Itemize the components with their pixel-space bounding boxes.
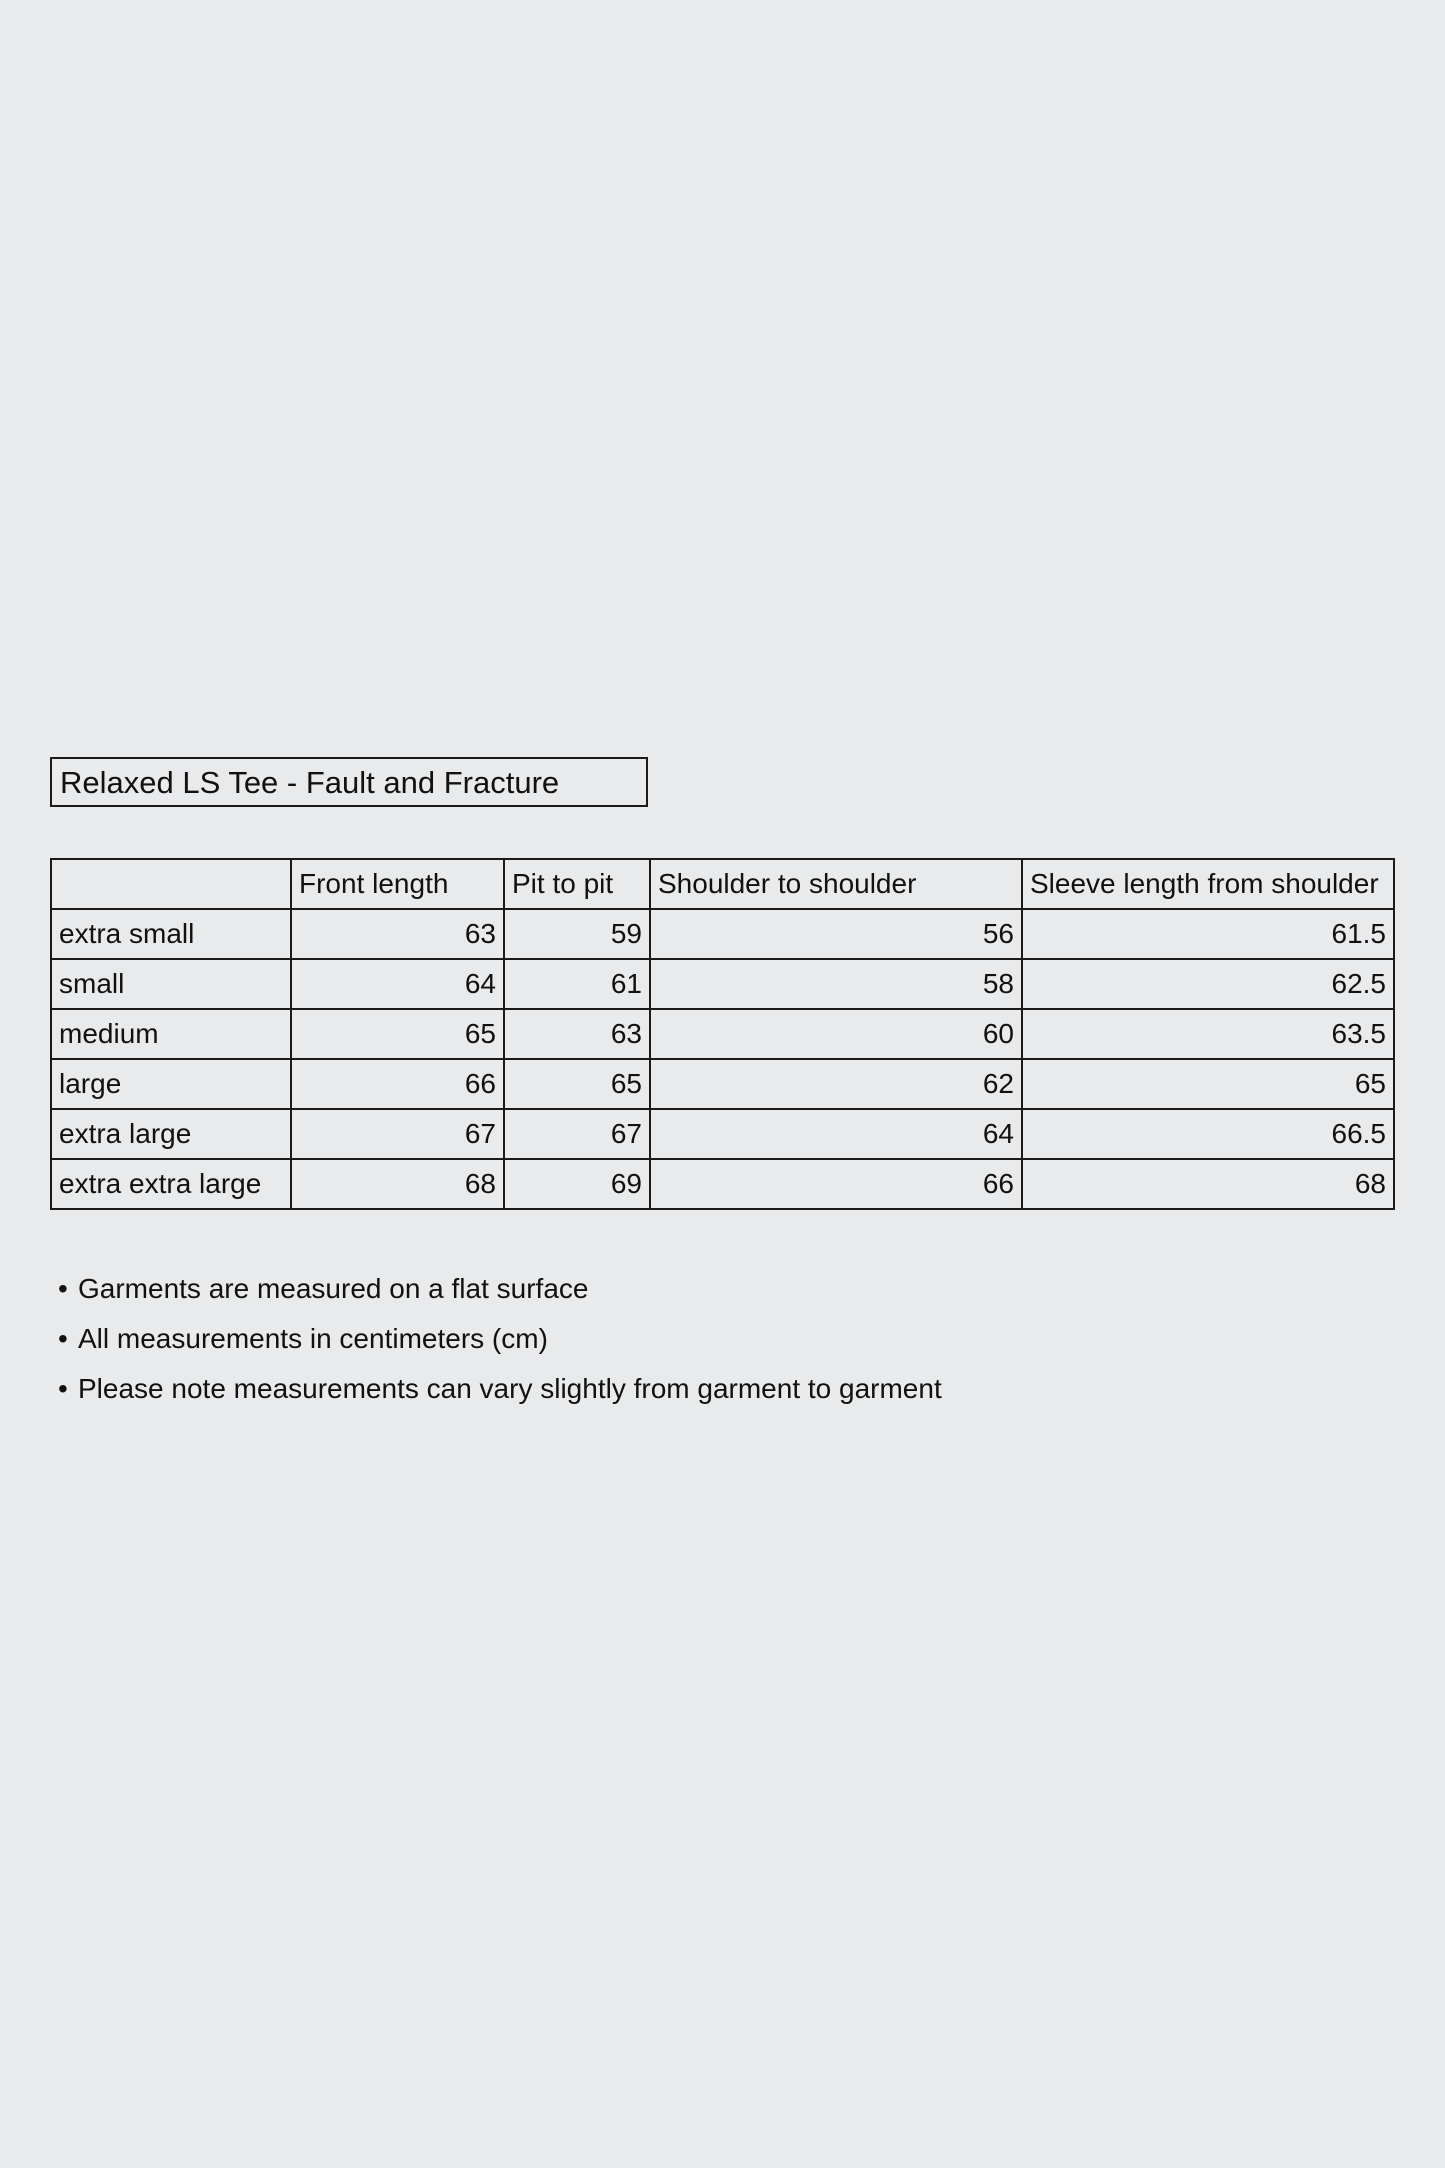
list-item xyxy=(58,1364,942,1414)
sleeve-length-value: 63.5 xyxy=(1022,1009,1394,1059)
shoulder-value: 58 xyxy=(650,959,1022,1009)
pit-to-pit-value: 65 xyxy=(504,1059,650,1109)
shoulder-value: 56 xyxy=(650,909,1022,959)
header-size xyxy=(51,859,291,909)
pit-to-pit-value: 61 xyxy=(504,959,650,1009)
sleeve-length-value: 65 xyxy=(1022,1059,1394,1109)
sleeve-length-value: 62.5 xyxy=(1022,959,1394,1009)
front-length-value: 63 xyxy=(291,909,504,959)
sleeve-length-value: 61.5 xyxy=(1022,909,1394,959)
bullet-icon: • xyxy=(58,1273,68,1304)
size-label: extra extra large xyxy=(51,1159,291,1209)
measurement-notes xyxy=(58,1264,942,1414)
pit-to-pit-value: 59 xyxy=(504,909,650,959)
note-text: All measurements in centimeters (cm) xyxy=(78,1323,548,1354)
note-text: Please note measurements can vary slightly from garment to garment xyxy=(78,1373,942,1404)
list-item xyxy=(58,1314,942,1364)
header-pit-to-pit: Pit to pit xyxy=(504,859,650,909)
note-text: Garments are measured on a flat surface xyxy=(78,1273,589,1304)
table-row xyxy=(51,1109,1394,1159)
size-label: medium xyxy=(51,1009,291,1059)
table-row xyxy=(51,1159,1394,1209)
sleeve-length-value: 66.5 xyxy=(1022,1109,1394,1159)
header-sleeve-length: Sleeve length from shoulder xyxy=(1022,859,1394,909)
pit-to-pit-value: 63 xyxy=(504,1009,650,1059)
shoulder-value: 66 xyxy=(650,1159,1022,1209)
shoulder-value: 62 xyxy=(650,1059,1022,1109)
size-chart-table xyxy=(50,858,1395,1210)
table-row xyxy=(51,909,1394,959)
front-length-value: 68 xyxy=(291,1159,504,1209)
product-title xyxy=(50,757,648,807)
front-length-value: 67 xyxy=(291,1109,504,1159)
table-header-row xyxy=(51,859,1394,909)
table-row xyxy=(51,959,1394,1009)
front-length-value: 64 xyxy=(291,959,504,1009)
list-item xyxy=(58,1264,942,1314)
shoulder-value: 60 xyxy=(650,1009,1022,1059)
table-row xyxy=(51,1059,1394,1109)
product-title-text: Relaxed LS Tee - Fault and Fracture xyxy=(60,764,560,800)
table-row xyxy=(51,1009,1394,1059)
pit-to-pit-value: 69 xyxy=(504,1159,650,1209)
bullet-icon: • xyxy=(58,1323,68,1354)
size-label: large xyxy=(51,1059,291,1109)
bullet-icon: • xyxy=(58,1373,68,1404)
shoulder-value: 64 xyxy=(650,1109,1022,1159)
header-front-length: Front length xyxy=(291,859,504,909)
size-label: extra large xyxy=(51,1109,291,1159)
size-label: extra small xyxy=(51,909,291,959)
sleeve-length-value: 68 xyxy=(1022,1159,1394,1209)
size-label: small xyxy=(51,959,291,1009)
pit-to-pit-value: 67 xyxy=(504,1109,650,1159)
front-length-value: 65 xyxy=(291,1009,504,1059)
front-length-value: 66 xyxy=(291,1059,504,1109)
header-shoulder-to-shoulder: Shoulder to shoulder xyxy=(650,859,1022,909)
